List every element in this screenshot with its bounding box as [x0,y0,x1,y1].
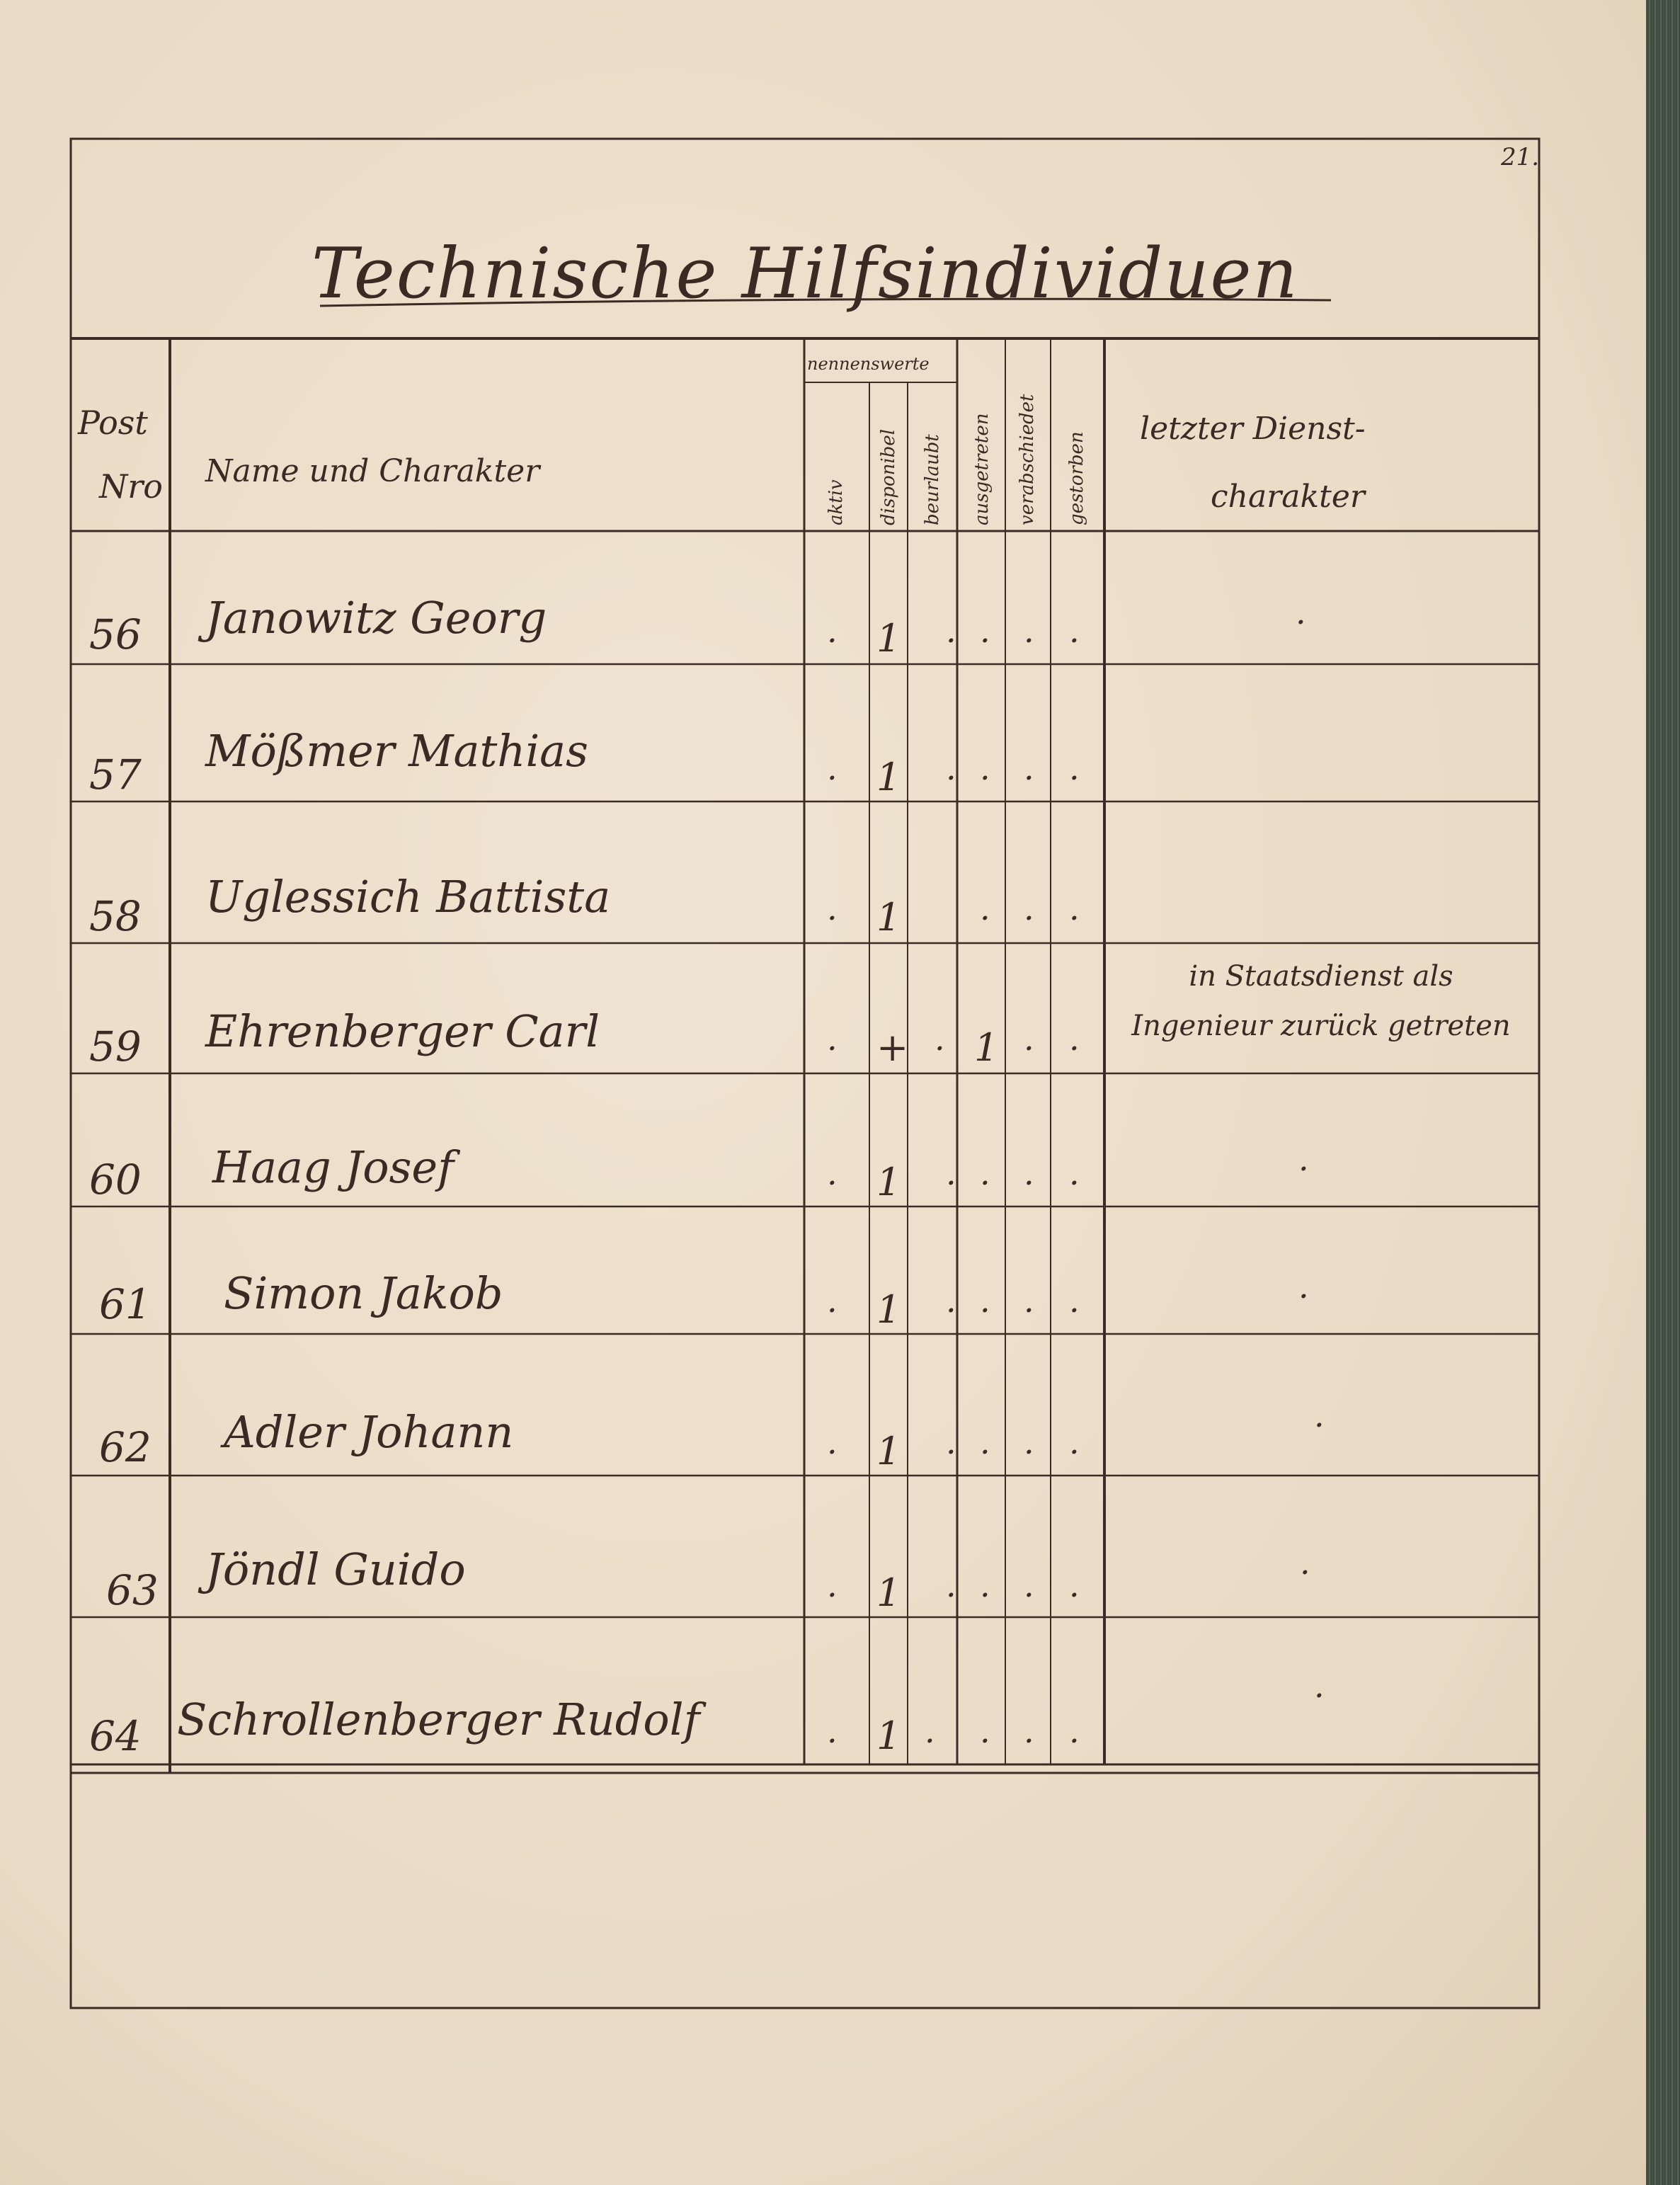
row-number: 62 [99,1423,152,1471]
cell-verabschiedet: . [1024,1020,1034,1058]
header-col-beurlaubt: beurlaubt [922,434,943,525]
cell-aktiv: . [827,1154,838,1192]
cell-ausgetreten: . [980,612,990,650]
cell-beurlaubt: . [946,749,956,787]
cell-gestorben: . [1069,1282,1080,1320]
cell-disponibel: + [876,1025,909,1070]
row-name: Adler Johann [224,1406,514,1458]
cell-gestorben: . [1069,1423,1080,1461]
cell-beurlaubt: . [946,612,956,650]
header-col-disponibel: disponibel [878,428,899,525]
cell-gestorben: . [1069,889,1080,928]
header-col-ausgetreten: ausgetreten [971,413,993,525]
cell-gestorben: . [1069,749,1080,787]
header-col-gestorben: gestorben [1066,431,1087,525]
cell-verabschiedet: . [1024,1154,1034,1192]
header-group: nennenswerte [807,354,930,374]
row-name: Janowitz Georg [205,592,547,644]
cell-aktiv: . [827,1423,838,1461]
row-number: 56 [89,610,142,658]
row-number: 64 [89,1712,142,1760]
cell-ausgetreten: 1 [974,1025,999,1070]
cell-verabschiedet: . [1024,612,1034,650]
header-name-character: Name und Charakter [205,453,540,489]
cell-ausgetreten: . [980,1282,990,1320]
cell-gestorben: . [1069,1712,1080,1750]
cell-aktiv: . [827,1712,838,1750]
header-nr: Nro [99,467,163,506]
cell-verabschiedet: . [1024,1423,1034,1461]
row-number: 57 [89,751,142,799]
cell-ausgetreten: . [980,1712,990,1750]
cell-remark: in Staatsdienst als Ingenieur zurück getreten [1131,960,1511,1042]
cell-verabschiedet: . [1024,1712,1034,1750]
row-number: 63 [106,1566,159,1614]
cell-beurlaubt: . [925,1712,935,1750]
cell-aktiv: . [827,1020,838,1058]
cell-ausgetreten: . [980,889,990,928]
header-col-verabschiedet: verabschiedet [1017,394,1038,525]
row-number: 61 [99,1280,152,1328]
cell-disponibel: 1 [876,755,901,799]
cell-verabschiedet: . [1024,1566,1034,1604]
header-post: Post [78,404,148,442]
cell-ausgetreten: . [980,1154,990,1192]
cell-remark: . [1314,1667,1325,1705]
row-number: 58 [89,892,142,940]
cell-beurlaubt: . [946,1423,956,1461]
cell-disponibel: 1 [876,1160,901,1204]
cell-beurlaubt: . [946,1282,956,1320]
header-remarks-1: letzter Dienst- [1140,411,1366,447]
cell-gestorben: . [1069,1020,1080,1058]
cell-aktiv: . [827,1566,838,1604]
cell-verabschiedet: . [1024,889,1034,928]
cell-beurlaubt: . [946,1566,956,1604]
cell-disponibel: 1 [876,895,901,940]
cell-gestorben: . [1069,1154,1080,1192]
cell-disponibel: 1 [876,1713,901,1758]
cell-aktiv: . [827,889,838,928]
header-remarks-2: charakter [1211,479,1365,515]
cell-ausgetreten: . [980,749,990,787]
row-name: Mößmer Mathias [205,725,588,777]
cell-aktiv: . [827,749,838,787]
row-name: Simon Jakob [224,1267,503,1319]
row-name: Schrollenberger Rudolf [177,1694,700,1745]
row-name: Uglessich Battista [205,871,611,923]
cell-remark: . [1298,1267,1309,1306]
cell-remark: . [1296,593,1306,632]
cell-remark: . [1298,1140,1309,1178]
page-title: Technische Hilfsindividuen [312,234,1299,314]
cell-remark: . [1300,1544,1310,1582]
cell-gestorben: . [1069,1566,1080,1604]
row-name: Ehrenberger Carl [205,1005,600,1057]
page-number: 21. [1501,143,1540,171]
cell-gestorben: . [1069,612,1080,650]
cell-verabschiedet: . [1024,749,1034,787]
cell-disponibel: 1 [876,1287,901,1332]
cell-ausgetreten: . [980,1566,990,1604]
header-col-aktiv: aktiv [825,479,847,525]
cell-aktiv: . [827,1282,838,1320]
cell-verabschiedet: . [1024,1282,1034,1320]
row-number: 60 [89,1156,142,1204]
cell-disponibel: 1 [876,1570,901,1615]
cell-disponibel: 1 [876,616,901,661]
cell-disponibel: 1 [876,1429,901,1473]
cell-ausgetreten: . [980,1423,990,1461]
row-name: Haag Josef [212,1141,455,1193]
cell-aktiv: . [827,612,838,650]
row-number: 59 [89,1022,142,1071]
cell-beurlaubt: . [935,1020,945,1058]
cell-beurlaubt: . [946,1154,956,1192]
cell-remark: . [1314,1396,1325,1434]
row-name: Jöndl Guido [205,1544,466,1595]
